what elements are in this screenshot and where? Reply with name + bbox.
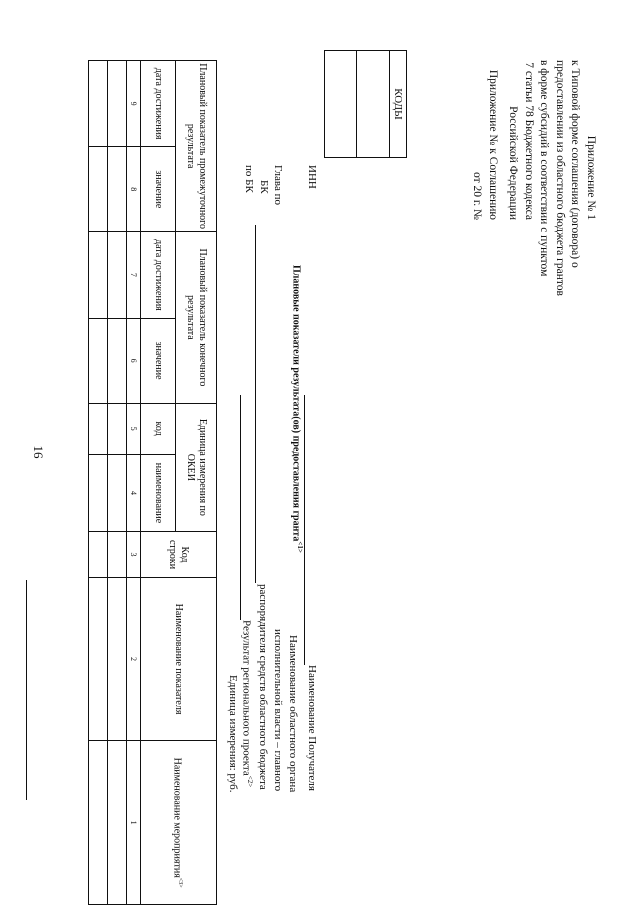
table-row (108, 61, 127, 905)
table-cell (108, 403, 127, 454)
table-cell (108, 577, 127, 740)
measure-header (141, 741, 217, 905)
unit-header: Единица измерения по ОКЕИ (176, 403, 217, 532)
table-cell (89, 454, 108, 532)
bk-label: БК (258, 180, 270, 194)
col-number-6: 6 (127, 318, 141, 403)
table-cell (89, 147, 108, 232)
annex-line: 7 статьи 78 Бюджетного кодекса (523, 62, 535, 220)
unit-label: Единица измерения: руб. (227, 675, 239, 793)
form-title (291, 265, 304, 553)
indicators-table (88, 60, 217, 905)
authority-line (255, 225, 256, 583)
col-number-7: 7 (127, 232, 141, 318)
table-cell (108, 147, 127, 232)
code-cell-inn (356, 51, 389, 157)
annex-line: предоставлении из областного бюджета грантов (554, 60, 566, 296)
recipient-line (304, 395, 305, 665)
annex-line: в форме субсидий в соответствии с пунктом (538, 60, 551, 277)
inn-label: ИНН (306, 165, 318, 189)
col-number-1: 1 (127, 741, 141, 905)
table-cell (89, 61, 108, 147)
unit-code-header: код (141, 403, 176, 454)
measure-footnote: <3> (177, 877, 184, 888)
agreement-reference (469, 60, 500, 220)
unit-name-header: наименование (141, 454, 176, 532)
table-cell (89, 741, 108, 905)
page-number: 16 (31, 445, 46, 459)
table-cell (89, 532, 108, 578)
agreement-line-1: Приложение № к Соглашению (487, 69, 499, 220)
form-title-footnote: <1> (296, 541, 304, 553)
table-cell (108, 532, 127, 578)
code-cell-glava (324, 51, 356, 157)
regional-project-text: Результат регионального проекта (240, 620, 253, 776)
col-number-5: 5 (127, 403, 141, 454)
table-row (89, 61, 108, 905)
col-number-4: 4 (127, 454, 141, 532)
annex-line: к Типовой форме соглашения (договора) о (569, 60, 582, 268)
annex-title: Приложение № 1 (585, 135, 597, 220)
annex-line: Российской Федерации (507, 106, 520, 220)
table-cell (89, 318, 108, 403)
measure-header-text: Наименование мероприятия (171, 757, 183, 878)
table-cell (108, 232, 127, 318)
table-cell (89, 403, 108, 454)
table-cell (108, 741, 127, 905)
col-number-8: 8 (127, 147, 141, 232)
table-cell (108, 61, 127, 147)
final-date-header: дата достижения (141, 232, 176, 318)
codes-box (324, 50, 407, 158)
indicator-header: Наименование показателя (141, 577, 217, 740)
regional-project-label (240, 620, 254, 787)
annex-header (505, 60, 598, 296)
final-header: Плановый показатель конечного результата (176, 232, 217, 403)
authority-label-3: распорядителя средств областного бюджета (257, 584, 269, 790)
form-title-text: Плановые показатели результата(ов) предоставления гранта (290, 265, 302, 542)
agreement-line-2: от 20 г. № (471, 171, 484, 220)
regional-project-line (240, 395, 241, 620)
interim-date-header: дата достижения (141, 61, 176, 147)
glava-label: Глава по (272, 165, 284, 205)
table-cell (89, 232, 108, 318)
table-cell (108, 318, 127, 403)
authority-label-1: Наименование областного органа (287, 635, 299, 793)
col-number-9: 9 (127, 61, 141, 147)
col-number-2: 2 (127, 577, 141, 740)
interim-value-header: значение (141, 147, 176, 232)
recipient-label: Наименование Получателя (306, 665, 318, 791)
table-cell (89, 577, 108, 740)
footnote-separator (26, 580, 27, 800)
authority-label-2: исполнительной власти – главного (272, 629, 284, 792)
regional-project-footnote: <2> (246, 775, 254, 788)
code-row-header: Код строки (141, 532, 217, 578)
po-bk-label: по БК (243, 165, 255, 193)
table-cell (108, 454, 127, 532)
final-value-header: значение (141, 318, 176, 403)
col-number-3: 3 (127, 532, 141, 578)
codes-title: КОДЫ (389, 51, 406, 157)
interim-header: Плановый показатель промежуточного результата (176, 61, 217, 232)
